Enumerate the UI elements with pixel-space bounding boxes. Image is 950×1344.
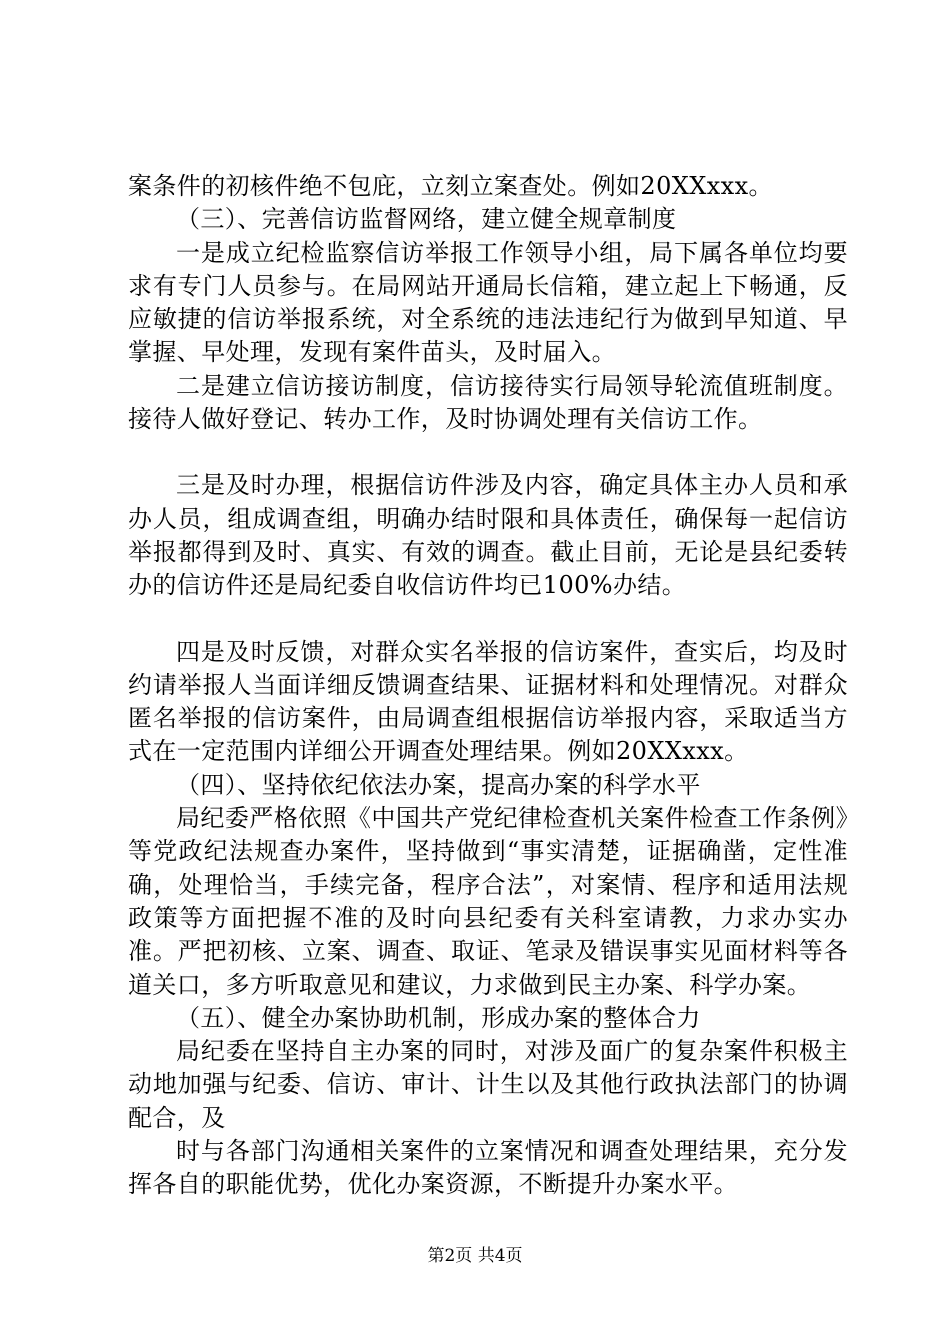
section-heading-5: （五）、健全办案协助机制，形成办案的整体合力: [176, 1003, 701, 1032]
document-body: [128, 170, 848, 1202]
section-heading-4: （四）、坚持依纪依法办案，提高办案的科学水平: [176, 770, 701, 799]
paragraph: 局纪委严格依照《中国共产党纪律检查机关案件检查工作条例》等党政纪法规查办案件，坚持做到“事实清楚，证据确凿，定性准确，处理恰当，手续完备，程序合法”，对案情、程序和适用法规政策等方面把握不准的及时向县纪委有关科室请教，力求办实办准。严把初核、立案、调查、取证、笔录及错误事实见面材料等各道关口，多方听取意见和建议，力求做到民主办案、科学办案。: [128, 804, 848, 999]
paragraph: 局纪委在坚持自主办案的同时，对涉及面广的复杂案件积极主动地加强与纪委、信访、审计、计生以及其他行政执法部门的协调配合，及: [128, 1037, 848, 1132]
paragraph: 二是建立信访接访制度，信访接待实行局领导轮流值班制度。接待人做好登记、转办工作，及时协调处理有关信访工作。: [128, 371, 848, 434]
paragraph: 一是成立纪检监察信访举报工作领导小组，局下属各单位均要求有专门人员参与。在局网站开通局长信箱，建立起上下畅通，反应敏捷的信访举报系统，对全系统的违法违纪行为做到早知道、早掌握、早处理，发现有案件苗头，及时届入。: [128, 238, 848, 367]
paragraph-continuation: 案条件的初核件绝不包庇，立刻立案查处。例如20XXxxx。: [128, 172, 773, 200]
page-footer: 第2页 共4页: [427, 1246, 523, 1266]
paragraph: 四是及时反馈，对群众实名举报的信访案件，查实后，均及时约请举报人当面详细反馈调查结果、证据材料和处理情况。对群众匿名举报的信访案件，由局调查组根据信访举报内容，采取适当方式在一定范围内详细公开调查处理结果。例如20XXxxx。: [128, 637, 848, 766]
paragraph: 时与各部门沟通相关案件的立案情况和调查处理结果，充分发挥各自的职能优势，优化办案资源，不断提升办案水平。: [128, 1137, 848, 1199]
paragraph: 三是及时办理，根据信访件涉及内容，确定具体主办人员和承办人员，组成调查组，明确办结时限和具体责任，确保每一起信访举报都得到及时、真实、有效的调查。截止目前，无论是县纪委转办的信访件还是局纪委自收信访件均已100%办结。: [128, 471, 848, 600]
section-heading-3: （三）、完善信访监督网络，建立健全规章制度: [176, 205, 677, 234]
